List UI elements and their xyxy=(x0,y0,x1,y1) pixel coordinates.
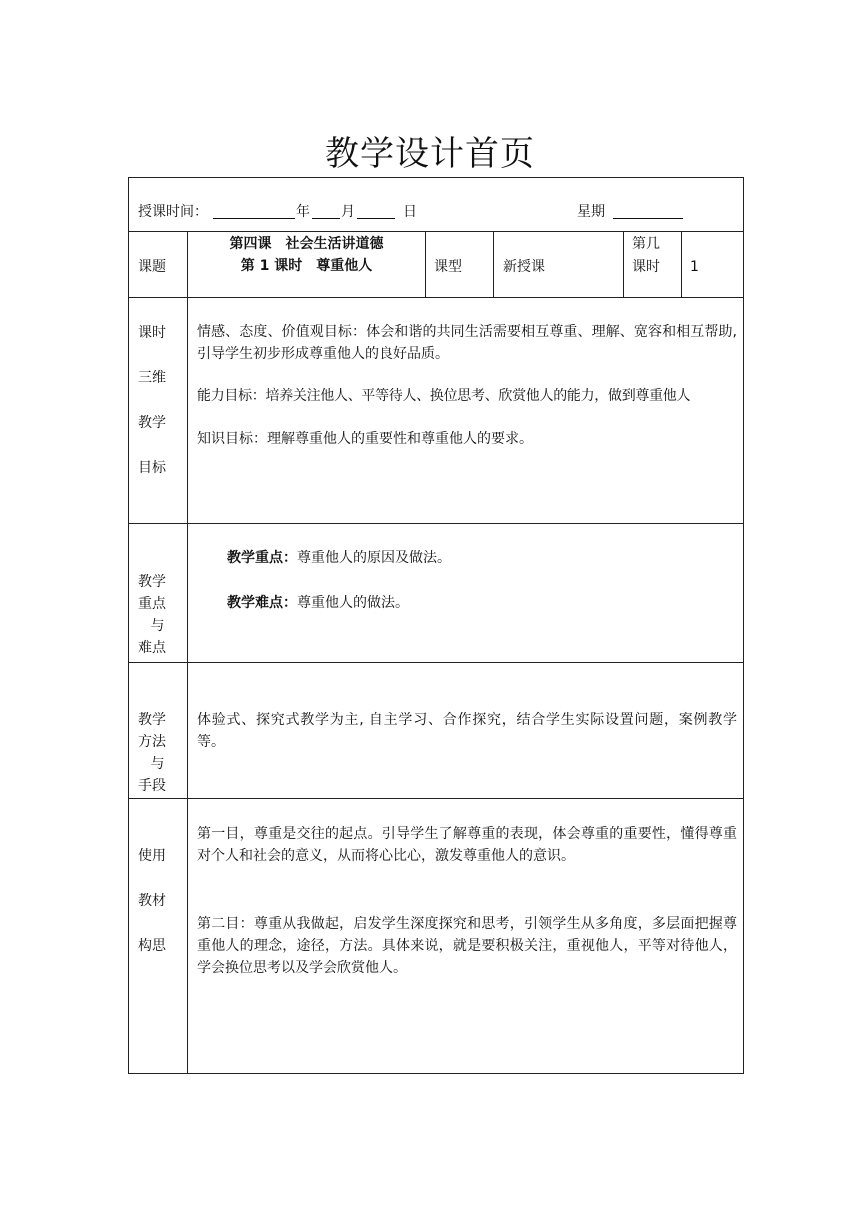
date-blank-line xyxy=(312,218,340,219)
row-divider xyxy=(128,231,744,232)
row-divider xyxy=(128,798,744,799)
period-label-1: 第几 xyxy=(632,236,660,252)
key-point-label: 教学重点： xyxy=(227,550,297,566)
hard-point-text: 尊重他人的做法。 xyxy=(297,595,409,611)
label-column-divider xyxy=(187,231,188,1074)
ability-objective: 能力目标：培养关注他人、平等待人、换位思考、欣赏他人的能力，做到尊重他人 xyxy=(197,388,691,404)
period-label-2: 课时 xyxy=(632,259,660,275)
method-label-4: 手段 xyxy=(138,778,166,794)
method-label-3: 与 xyxy=(150,756,165,772)
key-point xyxy=(227,548,451,568)
hard-point-label: 教学难点： xyxy=(227,595,297,611)
material-label-3: 构思 xyxy=(138,938,166,954)
topic-line-1: 第四课 社会生活讲道德 xyxy=(229,236,384,252)
material-label-2: 教材 xyxy=(138,893,166,909)
row-divider xyxy=(128,523,744,524)
key-label-1: 教学 xyxy=(138,574,166,590)
column-divider xyxy=(623,231,624,297)
method-label-2: 方法 xyxy=(138,734,166,750)
row-divider xyxy=(128,662,744,663)
type-label: 课型 xyxy=(434,259,462,275)
key-label-3: 与 xyxy=(150,618,165,634)
weekday-blank-line xyxy=(613,218,683,219)
method-label-1: 教学 xyxy=(138,712,166,728)
key-label-2: 重点 xyxy=(138,596,166,612)
topic-line-2: 第 1 课时 尊重他人 xyxy=(240,258,373,274)
day-label: 日 xyxy=(403,204,417,220)
column-divider xyxy=(425,231,426,297)
month-label: 月 xyxy=(341,204,355,220)
year-label: 年 xyxy=(296,204,310,220)
material-paragraph-1: 第一目，尊重是交往的起点。引导学生了解尊重的表现，体会尊重的重要性，懂得尊重对个人和社会的意义，从而将心比心，激发尊重他人的意识。 xyxy=(197,826,737,864)
topic-label: 课题 xyxy=(138,259,166,275)
type-value: 新授课 xyxy=(503,259,545,275)
column-divider xyxy=(493,231,494,297)
key-point-text: 尊重他人的原因及做法。 xyxy=(297,550,451,566)
weekday-label: 星期 xyxy=(577,204,605,220)
date-blank-line xyxy=(357,218,395,219)
objectives-label-4: 目标 xyxy=(138,460,166,476)
hard-point xyxy=(227,593,409,613)
material-label-1: 使用 xyxy=(138,848,166,864)
key-label-4: 难点 xyxy=(138,640,166,656)
period-value: 1 xyxy=(690,259,699,275)
column-divider xyxy=(681,231,682,297)
emotion-objective: 情感、态度、价值观目标：体会和谐的共同生活需要相互尊重、理解、宽容和相互帮助, 引导学生初步形成尊重他人的良好品质。 xyxy=(197,324,737,362)
material-paragraph-2: 第二目：尊重从我做起，启发学生深度探究和思考，引领学生从多角度，多层面把握尊重他人的理念，途径，方法。具体来说，就是要积极关注，重视他人，平等对待他人，学会换位思考以及学会欣赏他人。 xyxy=(197,916,737,976)
method-text: 体验式、探究式教学为主, 自主学习、合作探究，结合学生实际设置问题，案例教学等。 xyxy=(197,712,737,750)
objectives-label-1: 课时 xyxy=(138,325,166,341)
objectives-label-2: 三维 xyxy=(138,370,166,386)
row-divider xyxy=(128,297,744,298)
knowledge-objective: 知识目标：理解尊重他人的重要性和尊重他人的要求。 xyxy=(197,431,533,447)
page-title: 教学设计首页 xyxy=(325,134,535,174)
objectives-label-3: 教学 xyxy=(138,415,166,431)
date-blank-line xyxy=(213,218,295,219)
time-label: 授课时间： xyxy=(138,204,208,220)
